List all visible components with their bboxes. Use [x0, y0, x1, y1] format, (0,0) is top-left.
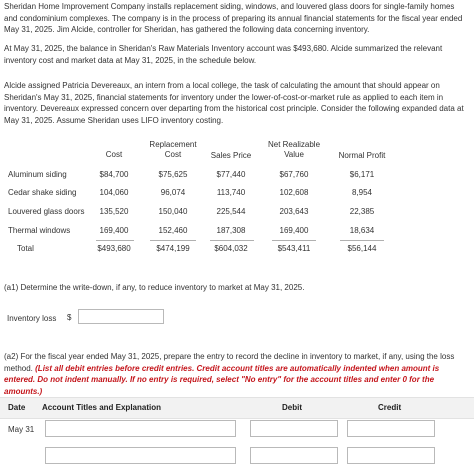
table-row-item: Thermal windows [8, 226, 71, 235]
total-rule-cost [96, 240, 134, 241]
header-date: Date [8, 403, 26, 412]
balance-paragraph: At May 31, 2025, the balance in Sheridan's Raw Materials Inventory account was $493,680. Alcide summarized the relevant inventory cost and market data at May 31, 2025, in the schedule below. [4, 44, 443, 65]
total-rule-sales-price [210, 240, 254, 241]
currency-symbol: $ [67, 313, 72, 322]
total-rule-nrv [272, 240, 316, 241]
table-cell-cost: 135,520 [99, 207, 129, 216]
table-cell-normal-profit: 8,954 [351, 188, 373, 197]
question-a2-instructions: (List all debit entries before credit entries. Credit account titles are automatically indented when amount is entered. Do not indent manually. If no entry is required, select "No entry" for the account titles and enter 0 for the amounts.) [4, 363, 440, 396]
table-cell-sales-price: 187,308 [216, 226, 246, 235]
total-rule-replacement [150, 240, 196, 241]
assignment-paragraph: Alcide assigned Patricia Devereaux, an intern from a local college, the task of calculating the amount that should appear on Sheridan's May 31, 2025, financial statements for inventory under the lower-of-cost-or-market rule as applied to each item in inventory. Devereaux expressed concern over departing from the historical cost principle. Consider the following expanded data at May 31, 2025. Assume Sheridan uses LIFO inventory costing. [4, 81, 464, 125]
header-normal-profit: Normal Profit [338, 151, 386, 160]
table-total-replacement: $474,199 [156, 244, 190, 253]
table-cell-cost: 169,400 [99, 226, 129, 235]
header-nrv-line1: Net Realizable [267, 140, 321, 149]
table-total-label: Total [17, 244, 34, 253]
question-a2-text: (a2) For the fiscal year ended May 31, 2025, prepare the entry to record the decline in inventory to market, if any, using the loss method. [4, 352, 455, 373]
table-row-item: Cedar shake siding [8, 188, 77, 197]
table-cell-cost: $84,700 [99, 170, 129, 179]
debit-amount-input[interactable] [250, 420, 338, 437]
header-credit: Credit [378, 403, 402, 412]
table-cell-replacement: 152,460 [158, 226, 188, 235]
header-cost: Cost [105, 150, 123, 159]
table-cell-cost: 104,060 [99, 188, 129, 197]
inventory-loss-input[interactable] [78, 309, 164, 324]
question-a2 [4, 351, 468, 397]
header-debit: Debit [282, 403, 302, 412]
table-cell-replacement: $75,625 [158, 170, 188, 179]
inventory-loss-label: Inventory loss [7, 314, 57, 323]
table-cell-nrv: 169,400 [279, 226, 309, 235]
table-total-cost: $493,680 [97, 244, 131, 253]
table-cell-sales-price: 113,740 [216, 188, 246, 197]
table-cell-sales-price: 225,544 [216, 207, 246, 216]
table-row-item: Aluminum siding [8, 170, 67, 179]
credit-amount-input[interactable] [347, 447, 435, 464]
intro-paragraph: Sheridan Home Improvement Company installs replacement siding, windows, and louvered glass doors for single-family homes and condominium complexes. The company is in the process of preparing its annual financial statements for the fiscal year ended May 31, 2025. Jim Alcide, controller for Sheridan, has gathered the following data concerning inventory. [4, 2, 463, 34]
journal-entry-date: May 31 [8, 425, 35, 434]
table-cell-normal-profit: 18,634 [349, 226, 375, 235]
header-replacement-line2: Cost [164, 150, 182, 159]
table-cell-nrv: 102,608 [279, 188, 309, 197]
table-total-normal-profit: $56,144 [347, 244, 377, 253]
table-cell-nrv: 203,643 [279, 207, 309, 216]
credit-amount-input[interactable] [347, 420, 435, 437]
total-rule-normal-profit [340, 240, 384, 241]
inventory-data-table [4, 137, 468, 259]
table-cell-replacement: 150,040 [158, 207, 188, 216]
table-cell-replacement: 96,074 [160, 188, 186, 197]
table-total-sales-price: $604,032 [214, 244, 248, 253]
account-title-input[interactable] [45, 447, 236, 464]
header-sales-price: Sales Price [210, 151, 252, 160]
header-replacement-line1: Replacement [149, 140, 197, 149]
table-cell-sales-price: $77,440 [216, 170, 246, 179]
debit-amount-input[interactable] [250, 447, 338, 464]
table-cell-normal-profit: $6,171 [349, 170, 375, 179]
account-title-input[interactable] [45, 420, 236, 437]
table-total-nrv: $543,411 [277, 244, 311, 253]
table-row-item: Louvered glass doors [8, 207, 85, 216]
table-cell-normal-profit: 22,385 [349, 207, 375, 216]
table-cell-nrv: $67,760 [279, 170, 309, 179]
header-nrv-line2: Value [284, 150, 304, 159]
journal-entry-header [0, 397, 474, 419]
question-a1: (a1) Determine the write-down, if any, to reduce inventory to market at May 31, 2025. [4, 283, 305, 292]
header-account-titles: Account Titles and Explanation [42, 403, 161, 412]
